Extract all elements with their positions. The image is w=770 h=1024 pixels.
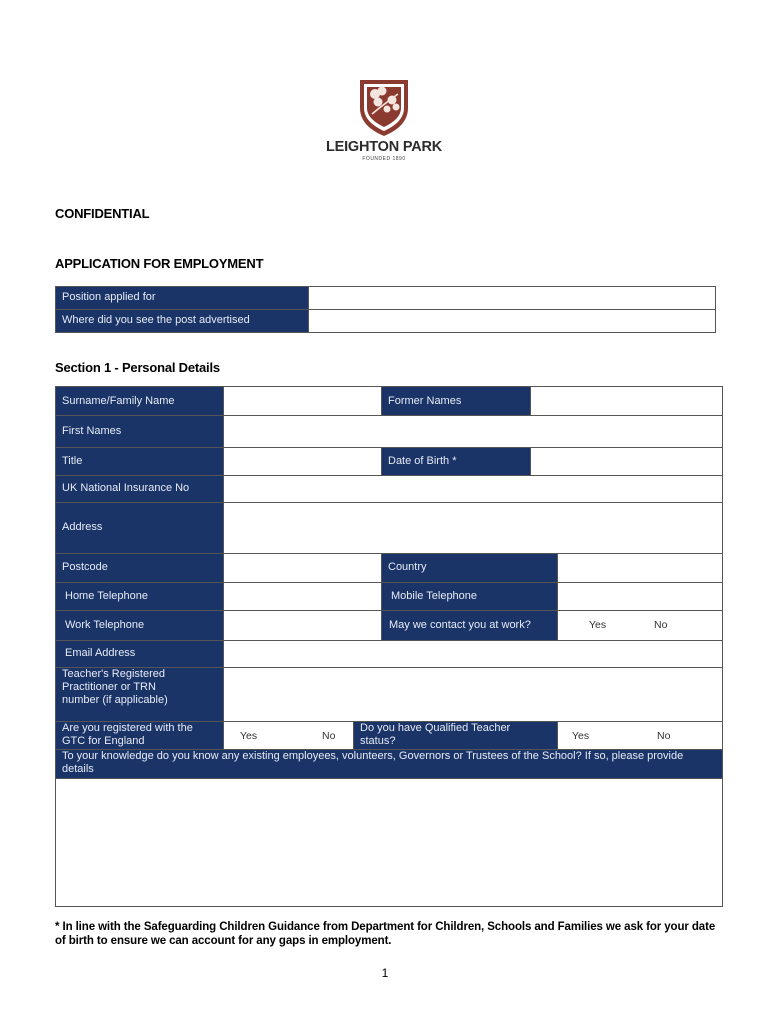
divider [55, 778, 723, 779]
divider [353, 721, 354, 749]
gtc-yes[interactable]: Yes [240, 730, 258, 742]
divider [381, 447, 382, 475]
may-contact-no[interactable]: No [654, 619, 668, 631]
former-names-label: Former Names [381, 387, 530, 415]
advertised-label: Where did you see the post advertised [55, 309, 308, 332]
oak-shield-icon [312, 58, 456, 138]
divider [381, 386, 382, 415]
divider [55, 475, 723, 476]
divider [55, 447, 723, 448]
divider [55, 640, 723, 641]
title-label: Title [55, 447, 223, 475]
qts-yes[interactable]: Yes [572, 730, 590, 742]
may-contact-yes[interactable]: Yes [589, 619, 607, 631]
divider [55, 415, 723, 416]
confidential-heading: CONFIDENTIAL [55, 206, 150, 221]
qts-label: Do you have Qualified Teacher status? [353, 721, 557, 749]
dob-label: Date of Birth * [381, 447, 530, 475]
gtc-no[interactable]: No [322, 730, 336, 742]
divider [55, 667, 723, 668]
application-title: APPLICATION FOR EMPLOYMENT [55, 256, 264, 271]
first-names-label: First Names [55, 415, 223, 447]
divider [223, 386, 224, 749]
divider [530, 447, 531, 475]
postcode-label: Postcode [55, 553, 223, 582]
position-label: Position applied for [55, 286, 308, 309]
page-number: 1 [381, 966, 389, 980]
divider [55, 582, 723, 583]
ni-label: UK National Insurance No [55, 475, 223, 502]
divider [55, 610, 723, 611]
divider [557, 553, 558, 640]
logo-tagline: FOUNDED 1890 [362, 156, 406, 162]
mobile-telephone-label: Mobile Telephone [381, 582, 557, 610]
existing-employees-label: To your knowledge do you know any existing employees, volunteers, Governors or Trustees of the School? If so, please provide details [55, 749, 722, 778]
divider [55, 553, 723, 554]
school-logo [312, 58, 456, 188]
logo-name: LEIGHTON PARK [325, 139, 443, 155]
divider [308, 286, 309, 333]
may-contact-label: May we contact you at work? [381, 610, 557, 640]
divider [530, 386, 531, 415]
divider [55, 749, 723, 750]
trn-label: Teacher's Registered Practitioner or TRN number (if applicable) [55, 667, 223, 721]
section1-heading: Section 1 - Personal Details [55, 360, 220, 375]
dob-footnote: * In line with the Safeguarding Children Guidance from Department for Children, Schools and Families we ask for your date of birth to ensure we can account for any gaps in employment. [55, 921, 716, 947]
qts-no[interactable]: No [657, 730, 671, 742]
divider [381, 553, 382, 640]
surname-label: Surname/Family Name [55, 387, 223, 415]
country-label: Country [381, 553, 557, 582]
address-label: Address [55, 502, 223, 553]
email-label: Email Address [55, 640, 223, 667]
divider [55, 502, 723, 503]
divider [55, 721, 723, 722]
divider [557, 721, 558, 749]
gtc-label: Are you registered with the GTC for England [55, 721, 223, 749]
divider [55, 309, 716, 310]
work-telephone-label: Work Telephone [55, 610, 223, 640]
home-telephone-label: Home Telephone [55, 582, 223, 610]
personal-details-table-border [55, 386, 723, 907]
